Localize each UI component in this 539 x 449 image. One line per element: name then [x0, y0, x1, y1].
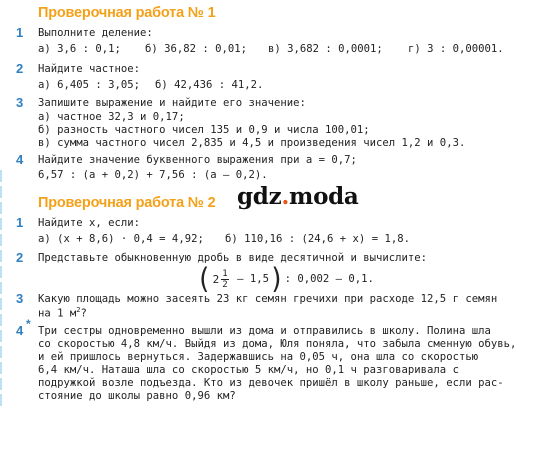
task-item: а) 3,6 : 0,1;	[38, 43, 121, 55]
task-expression: 6,57 : (a + 0,2) + 7,56 : (a – 0,2).	[38, 169, 268, 181]
task-text-line: и ей пришлось вернуться. Задержавшись на 0,05 ч, она шла со скоростью	[38, 351, 479, 363]
task-text-line: на 1 $м^2$?	[38, 306, 87, 320]
task-item: б) 110,16 : (24,6 + x) = 1,8.	[225, 233, 410, 245]
task-number: 1	[16, 25, 24, 40]
task-number: 1	[16, 215, 24, 230]
task-instruction: Найдите значение буквенного выражения при a = 0,7;	[38, 154, 357, 166]
task-text-line: Какую площадь можно засеять 23 кг семян гречихи при расходе 12,5 г семян	[38, 293, 498, 305]
task-number: 2	[16, 61, 24, 76]
task-instruction: Запишите выражение и найдите его значение:	[38, 97, 306, 109]
mixed-fraction: $\frac{1}{2}$	[222, 268, 228, 290]
section1-title: Проверочная работа № 1	[38, 5, 216, 21]
star-icon: *	[26, 317, 31, 331]
task-instruction: Найдите частное:	[38, 63, 141, 75]
watermark-logo: gdz.moda	[237, 183, 359, 210]
task-number: 2	[16, 250, 24, 265]
task-text-line: стояние до школы равно 0,96 км?	[38, 390, 236, 402]
task-instruction: Представьте обыкновенную дробь в виде десятичной и вычислите:	[38, 252, 428, 264]
task-instruction: Выполните деление:	[38, 27, 153, 39]
task-item: а) (x + 8,6) · 0,4 = 4,92;	[38, 233, 204, 245]
task-item: а) частное 32,3 и 0,17;	[38, 111, 185, 123]
page-edge-decoration	[0, 0, 2, 449]
task-item: б) 36,82 : 0,01;	[145, 43, 248, 55]
task-item: б) разность частного чисел 135 и 0,9 и числа 100,01;	[38, 124, 370, 136]
task-item: в) 3,682 : 0,0001;	[268, 43, 383, 55]
section2-title: Проверочная работа № 2	[38, 195, 216, 211]
task-number: 3	[16, 291, 24, 306]
task-text-line: 6,4 км/ч. Наташа шла со скоростью 5 км/ч, но 0,1 ч разговаривала с	[38, 364, 459, 376]
task-instruction: Найдите x, если:	[38, 217, 141, 229]
task-item: в) сумма частного чисел 2,835 и 4,5 и произведения чисел 1,2 и 0,3.	[38, 137, 466, 149]
task-text-line: подружкой возле подъезда. Кто из девочек пришёл в школу раньше, если рас-	[38, 377, 504, 389]
task-text-line: со скоростью 4,8 км/ч. Выйдя из дома, Юля поняла, что забыла сменную обувь,	[38, 338, 517, 350]
task-item: г) 3 : 0,00001.	[408, 43, 504, 55]
task-number: 3	[16, 95, 24, 110]
task-text-line: Три сестры одновременно вышли из дома и отправились в школу. Полина шла	[38, 325, 491, 337]
task-number: 4 *	[16, 317, 31, 338]
task-item: б) 42,436 : 41,2.	[155, 79, 264, 91]
task-item: а) 6,405 : 3,05;	[38, 79, 141, 91]
task-number: 4	[16, 152, 24, 167]
fraction-expression: ( 2 $\frac{1}{2}$ – 1,5 ) : 0,002 – 0,1.	[196, 262, 374, 296]
